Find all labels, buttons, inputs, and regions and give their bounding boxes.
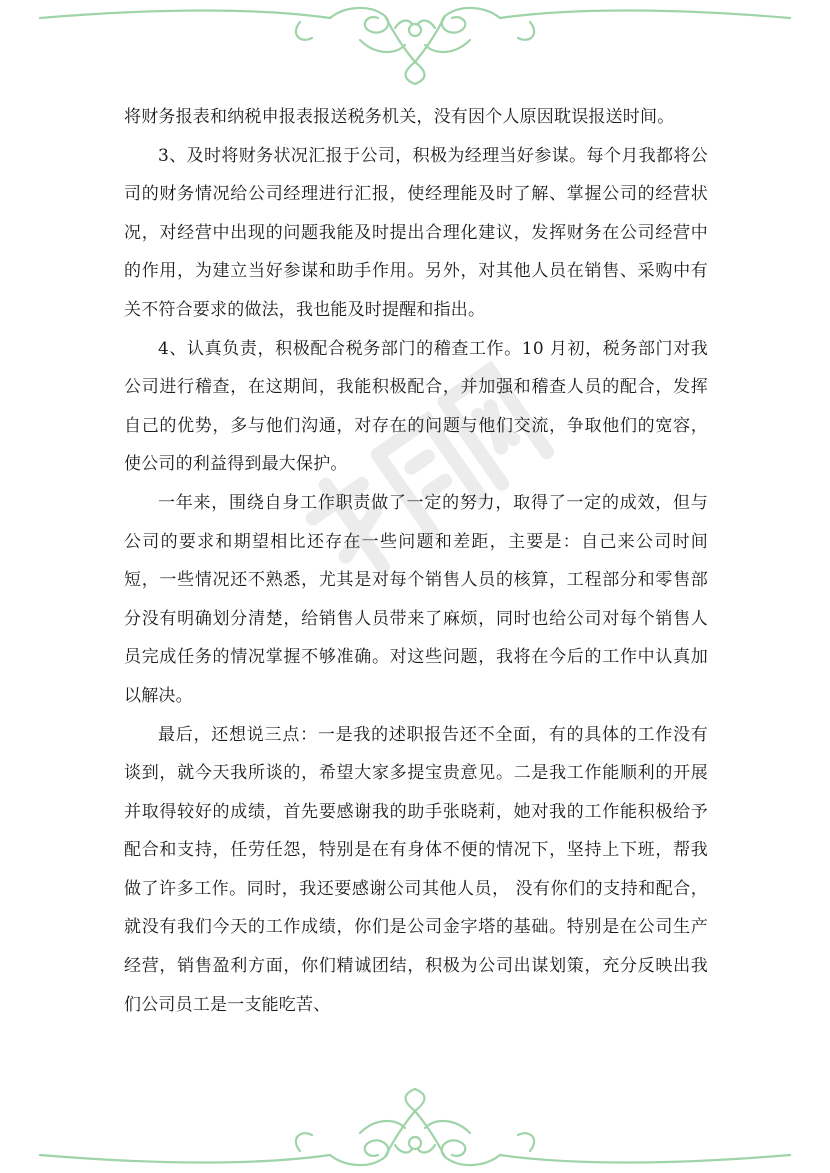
document-body (124, 98, 708, 1024)
bottom-ornament-icon (0, 1083, 830, 1173)
paragraph-2: 3、及时将财务状况汇报于公司，积极为经理当好参谋。每个月我都将公司的财务情况给公司经理进行汇报，使经理能及时了解、掌握公司的经营状况，对经营中出现的问题我能及时提出合理化建议，发挥财务在公司经营中的作用，为建立当好参谋和助手作用。另外，对其他人员在销售、采购中有关不符合要求的做法，我也能及时提醒和指出。 (124, 145, 708, 320)
paragraph-1: 将财务报表和纳税申报表报送税务机关，没有因个人原因耽误报送时间。 (124, 107, 675, 127)
paragraph-4: 一年来，围绕自身工作职责做了一定的努力，取得了一定的成效，但与公司的要求和期望相比还存在一些问题和差距，主要是：自己来公司时间短，一些情况还不熟悉，尤其是对每个销售人员的核算，工程部分和零售部分没有明确划分清楚，给销售人员带来了麻烦，同时也给公司对每个销售人员完成任务的情况掌握不够准确。对这些问题，我将在今后的工作中认真加以解决。 (124, 492, 708, 706)
paragraph-5: 最后，还想说三点：一是我的述职报告还不全面，有的具体的工作没有谈到，就今天我所谈的，希望大家多提宝贵意见。二是我工作能顺利的开展并取得较好的成绩，首先要感谢我的助手张晓莉，她对我的工作能积极给予配合和支持，任劳任怨，特别是在有身体不便的情况下，坚持上下班，帮我做了许多工作。同时，我还要感谢公司其他人员， 没有你们的支持和配合，就没有我们今天的工作成绩，你们是公司金字塔的基础。特别是在公司生产经营，销售盈利方面，你们精诚团结，积极为公司出谋划策，充分反映出我们公司员工是一支能吃苦、 (124, 724, 708, 1015)
top-ornament-icon (0, 0, 830, 90)
paragraph-3: 4、认真负责，积极配合税务部门的稽查工作。10 月初，税务部门对我公司进行稽查，在这期间，我能积极配合，并加强和稽查人员的配合，发挥自己的优势，多与他们沟通，对存在的问题与他们交流，争取他们的宽容，使公司的利益得到最大保护。 (124, 338, 708, 475)
